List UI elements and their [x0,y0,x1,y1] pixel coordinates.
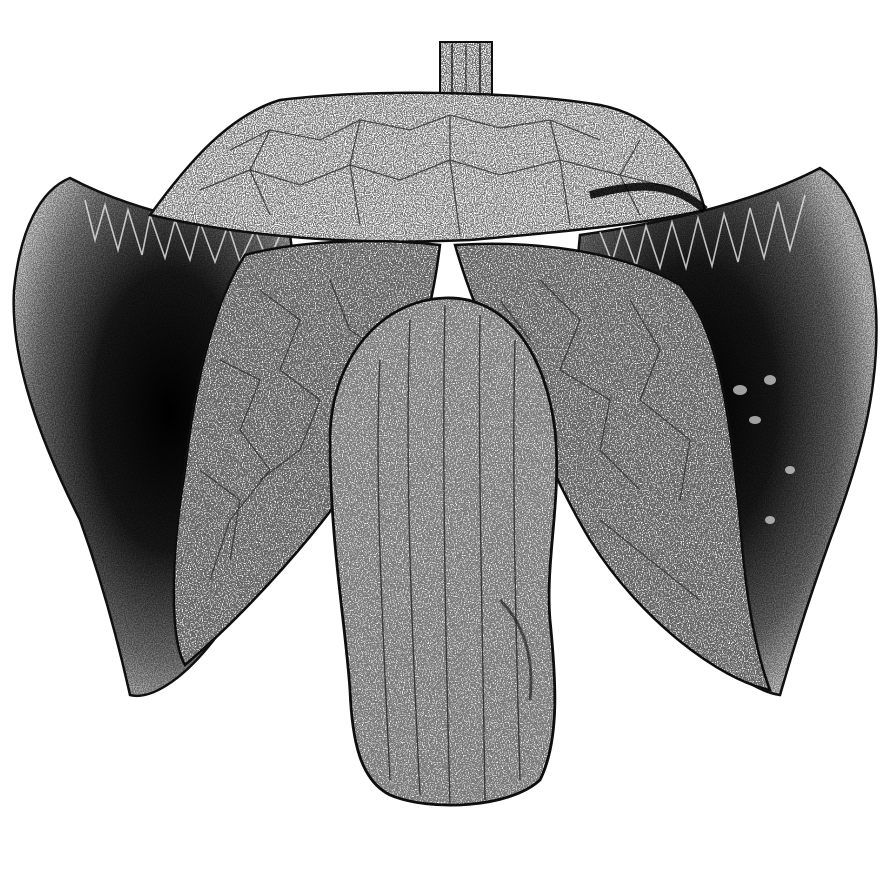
dorsal-sepal [150,93,705,242]
labellum [330,298,557,805]
